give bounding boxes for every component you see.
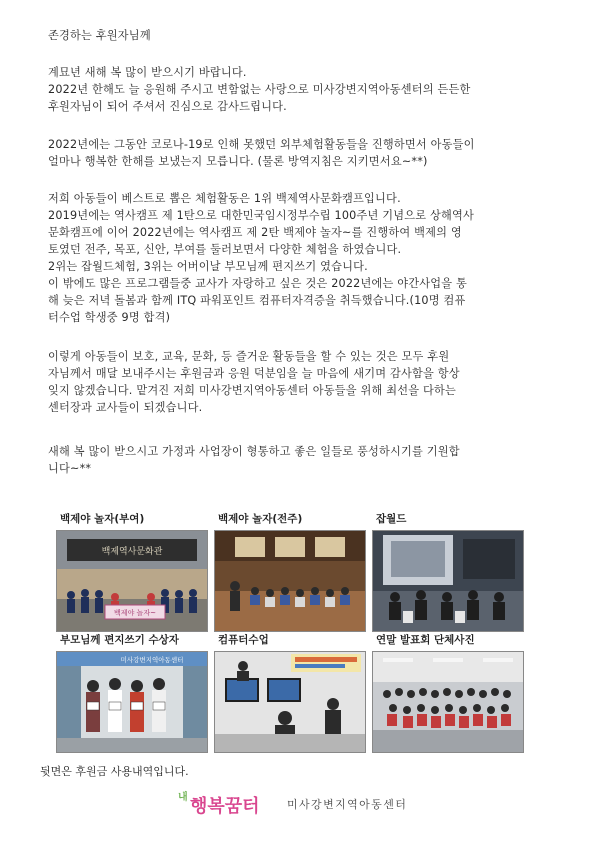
salutation-text: 존경하는 후원자님께 (48, 29, 151, 42)
text-line: 2022년에는 그동안 코로나-19로 인해 못했던 외부체험활동들을 진행하면서 아동들이 (48, 138, 475, 151)
svg-text:행복꿈터: 행복꿈터 (190, 796, 260, 816)
photo-baekje-jeonju (214, 530, 366, 632)
text-line: 얼마나 행복한 한해를 보냈는지 모릅니다. (물론 방역지침은 지키면서요~**) (48, 155, 428, 168)
text-line: 이렇게 아동들이 보호, 교육, 문화, 등 즐거운 활동들을 할 수 있는 것은 모두 후원 (48, 350, 450, 363)
photo-letter-award (56, 651, 208, 753)
photo-label-year-end-group: 연말 발표회 단체사진 (376, 634, 475, 646)
paragraph-2 (48, 136, 568, 170)
text-line: 센터장과 교사들이 되겠습니다. (48, 401, 203, 414)
photo-computer-class (214, 651, 366, 753)
text-line: 새해 복 많이 받으시고 가정과 사업장이 형통하고 좋은 일들로 풍성하시기를 기원합 (48, 445, 460, 458)
text-line: 해 늦은 저녁 돌봄과 함께 ITQ 파워포인트 컴퓨터자격증을 취득했습니다.(10명 컴퓨 (48, 294, 466, 307)
paragraph-1 (48, 64, 568, 115)
text-line: 2019년에는 역사캠프 제 1탄으로 대한민국임시정부수립 100주년 기념으로 상해역사 (48, 209, 475, 222)
text-line: 계묘년 새해 복 많이 받으시기 바랍니다. (48, 66, 247, 79)
museum-sign-text: 백제역사문화관 (101, 547, 163, 557)
logo-mark (178, 786, 288, 816)
text-line: 토였던 전주, 목포, 신안, 부여를 둘러보면서 다양한 체험을 하였습니다. (48, 243, 402, 256)
photo-baekje-buyeo (56, 530, 208, 632)
banner-text: 백제야 놀자~ (114, 609, 156, 617)
text-line: 니다~** (48, 462, 92, 475)
photo-label-computer-class: 컴퓨터수업 (218, 634, 269, 646)
photo-label-jobworld: 잡월드 (376, 513, 407, 525)
paragraph-5 (48, 443, 568, 477)
photo-year-end-group (372, 651, 524, 753)
text-line: 터수업 학생중 9명 합격) (48, 311, 171, 324)
text-line: 잊지 않겠습니다. 맡겨진 저희 미사강변지역아동센터 아동들을 위해 최선을 다하는 (48, 384, 457, 397)
text-line: 이 밖에도 많은 프로그램들중 교사가 자랑하고 싶은 것은 2022년에는 야간사업을 통 (48, 277, 468, 290)
footer-note: 뒷면은 후원금 사용내역입니다. (40, 765, 189, 778)
text-line: 2022년 한해도 늘 응원해 주시고 변함없는 사랑으로 미사강변지역아동센터의 든든한 (48, 83, 471, 96)
text-line: 2위는 잡월드체험, 3위는 어버이날 부모님께 편지쓰기 였습니다. (48, 260, 368, 273)
text-line: 후원자님이 되어 주셔서 진심으로 감사드립니다. (48, 100, 287, 113)
photo-label-baekje-jeonju: 백제야 놀자(전주) (218, 513, 303, 525)
text-line: 저희 아동들이 베스트로 뽑은 체험활동은 1위 백제역사문화캠프입니다. (48, 192, 401, 205)
photo-label-baekje-buyeo: 백제야 놀자(부여) (60, 513, 145, 525)
photo-jobworld (372, 530, 524, 632)
paragraph-3 (48, 190, 568, 326)
center-sign-text: 미사강변지역아동센터 (120, 656, 184, 664)
svg-text:내: 내 (178, 792, 188, 803)
paragraph-4 (48, 348, 568, 416)
photo-label-letter-award: 부모님께 편지쓰기 수상자 (60, 634, 179, 646)
text-line: 문화캠프에 이어 2022년에는 역사캠프 제 2탄 백제야 놀자~를 진행하여 백제의 영 (48, 226, 462, 239)
center-name: 미사강변지역아동센터 (287, 798, 408, 811)
text-line: 자님께서 매달 보내주시는 후원금과 응원 덕분임을 늘 마음에 새기며 감사함을 항상 (48, 367, 460, 380)
salutation (48, 27, 568, 44)
